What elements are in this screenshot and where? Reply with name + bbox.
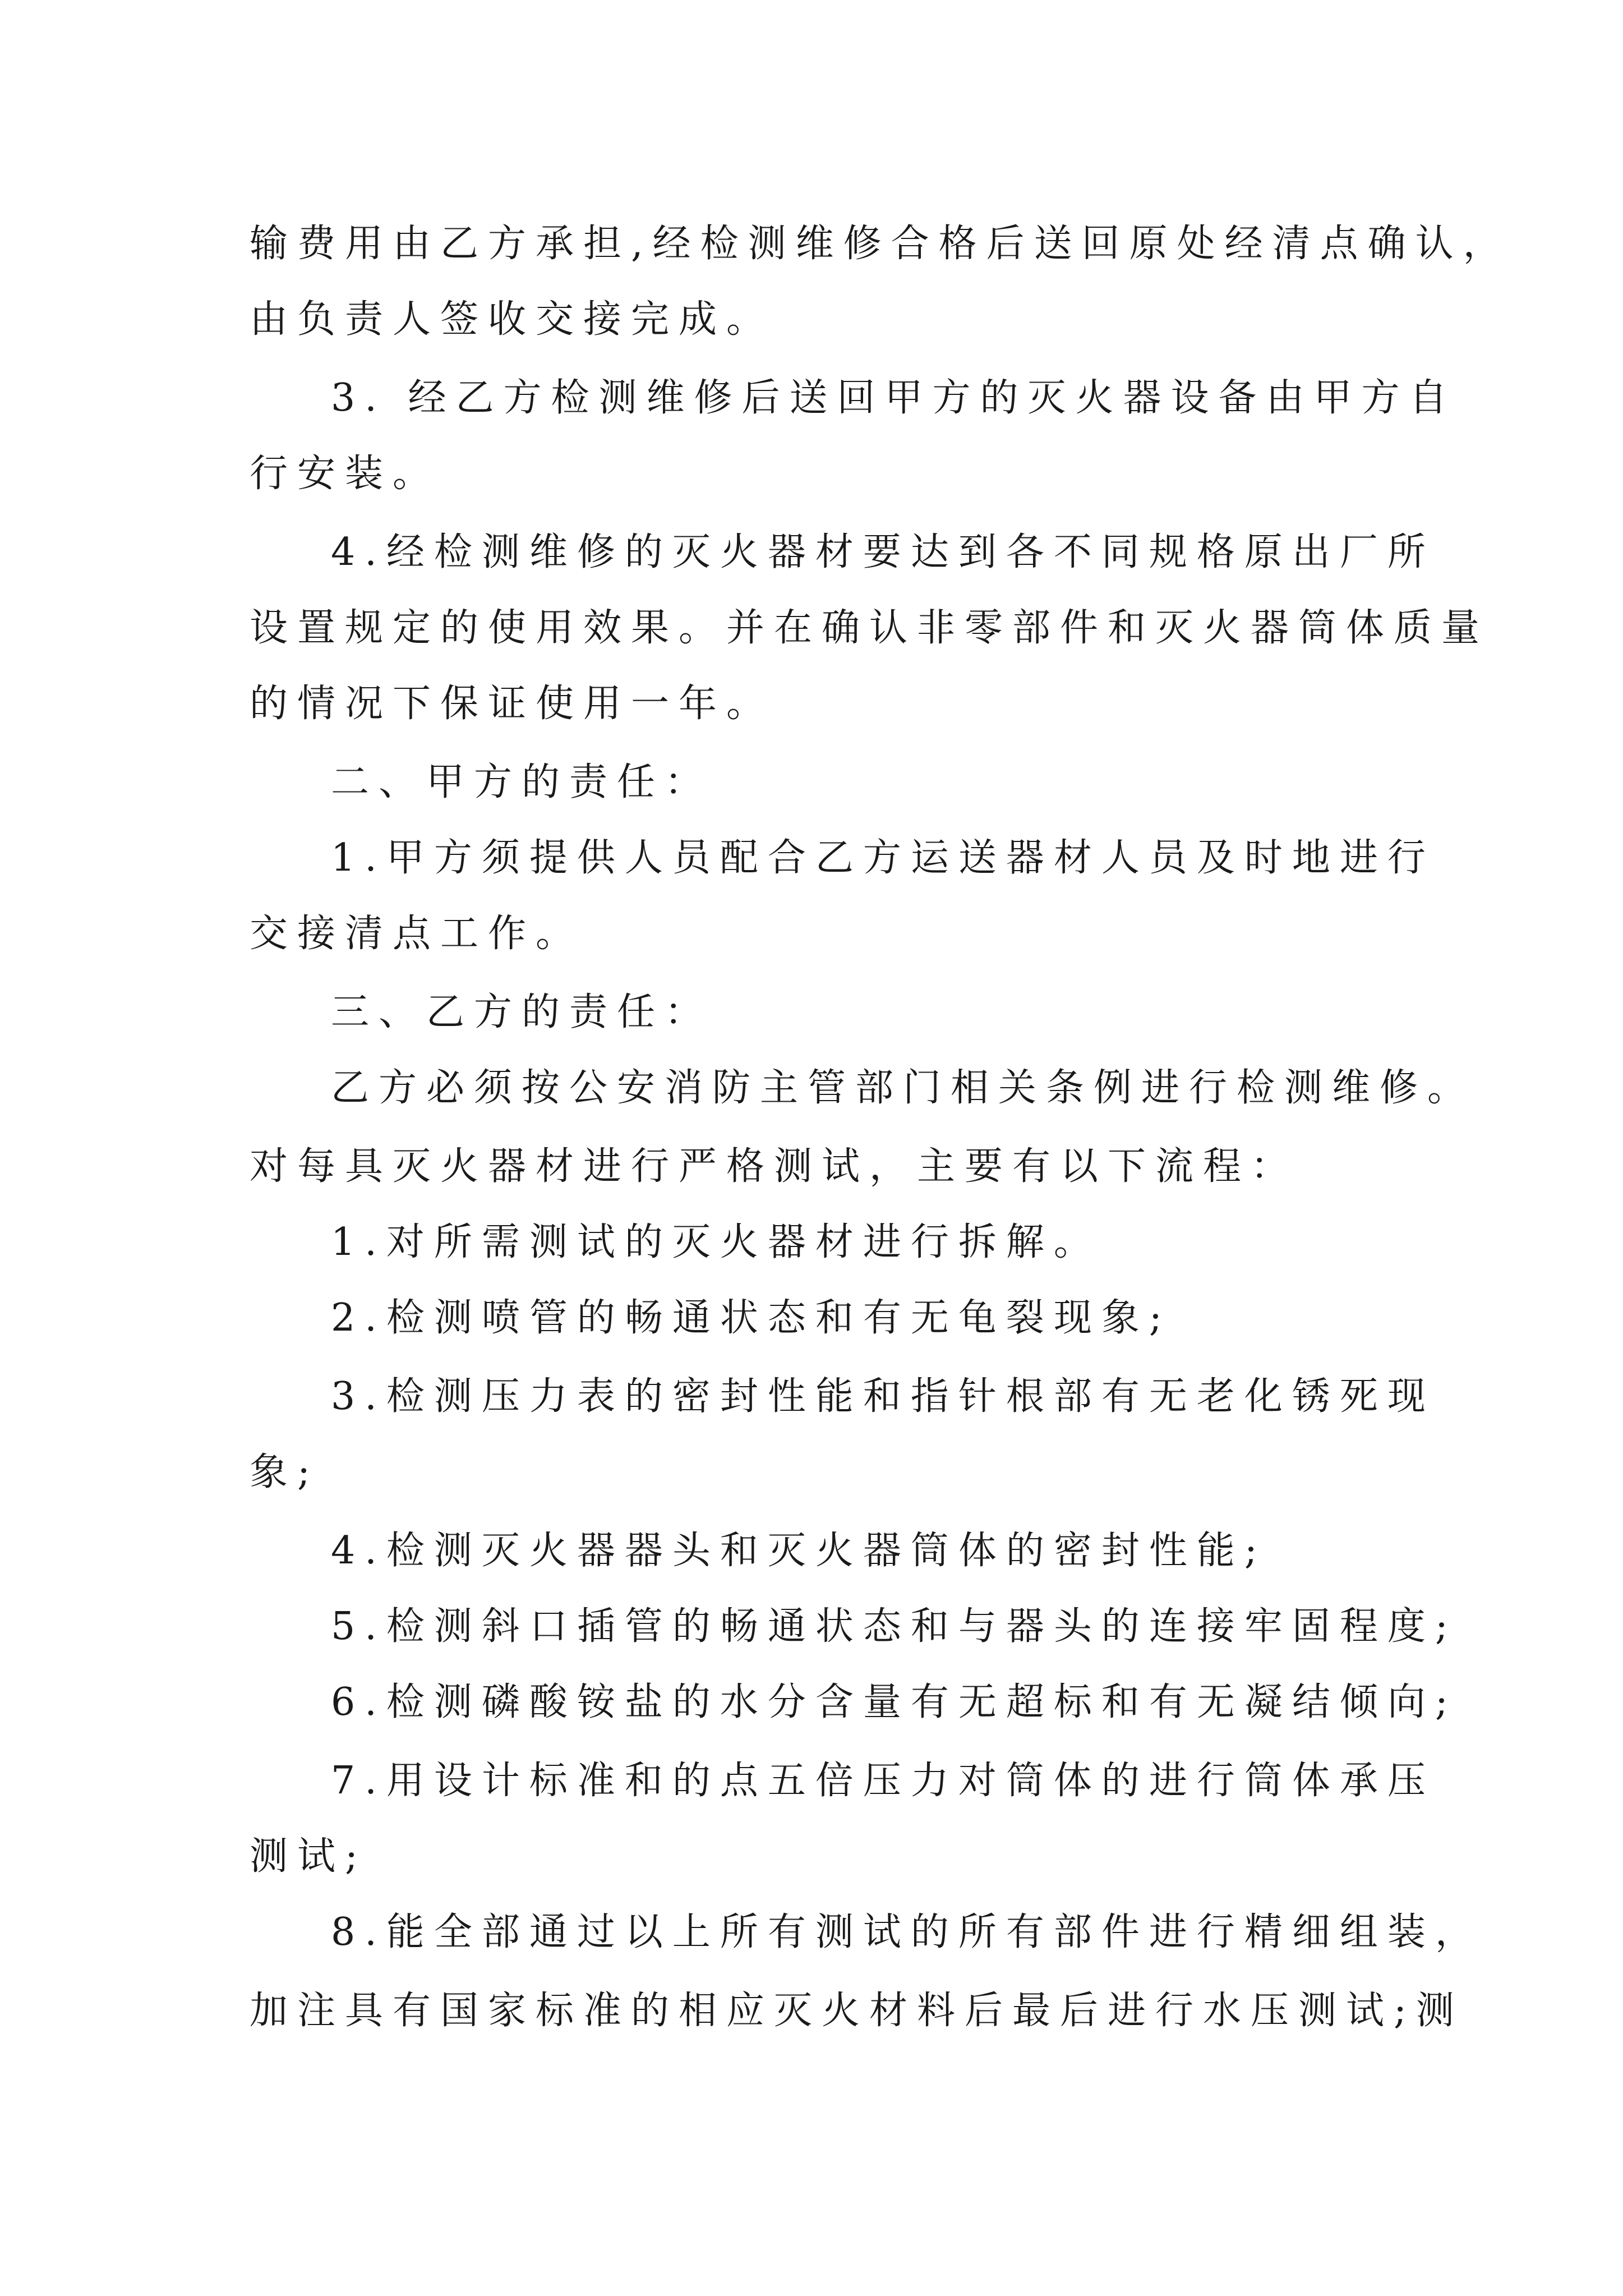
section-heading-party-a: 二、甲方的责任： <box>331 760 713 804</box>
text-line-12: 乙方必须按公安消防主管部门相关条例进行检测维修。 <box>331 1066 1476 1110</box>
text-line-22: 测试; <box>250 1834 367 1879</box>
text-line-16: 3.检测压力表的密封性能和指针根部有无老化锈死现 <box>331 1374 1435 1419</box>
text-line-2: 由负责人签收交接完成。 <box>250 297 774 342</box>
text-line-3: 3. 经乙方检测维修后送回甲方的灭火器设备由甲方自 <box>331 376 1457 420</box>
text-line-5: 4.经检测维修的灭火器材要达到各不同规格原出厂所 <box>331 530 1435 574</box>
text-line-6: 设置规定的使用效果。并在确认非零部件和灭火器筒体质量 <box>250 606 1490 650</box>
text-line-13: 对每具灭火器材进行严格测试，主要有以下流程： <box>250 1144 1299 1189</box>
text-line-18: 4.检测灭火器器头和灭火器筒体的密封性能; <box>331 1529 1267 1573</box>
text-line-4: 行安装。 <box>250 452 441 496</box>
text-line-20: 6.检测磷酸铵盐的水分含量有无超标和有无凝结倾向; <box>331 1680 1458 1724</box>
text-line-14: 1.对所需测试的灭火器材进行拆解。 <box>331 1220 1101 1264</box>
text-line-9: 1.甲方须提供人员配合乙方运送器材人员及时地进行 <box>331 836 1435 880</box>
text-line-10: 交接清点工作。 <box>250 912 584 956</box>
text-line-23: 8.能全部通过以上所有测试的所有部件进行精细组装， <box>331 1910 1483 1954</box>
text-line-21: 7.用设计标准和的点五倍压力对筒体的进行筒体承压 <box>331 1759 1435 1803</box>
text-line-7: 的情况下保证使用一年。 <box>250 682 774 726</box>
text-line-15: 2.检测喷管的畅通状态和有无龟裂现象; <box>331 1296 1172 1340</box>
text-line-24: 加注具有国家标准的相应灭火材料后最后进行水压测试;测 <box>250 1989 1464 2033</box>
text-line-19: 5.检测斜口插管的畅通状态和与器头的连接牢固程度; <box>331 1604 1458 1649</box>
section-heading-party-b: 三、乙方的责任： <box>331 990 713 1034</box>
text-line-1: 输费用由乙方承担,经检测维修合格后送回原处经清点确认， <box>250 222 1511 266</box>
text-line-17: 象; <box>250 1450 320 1494</box>
